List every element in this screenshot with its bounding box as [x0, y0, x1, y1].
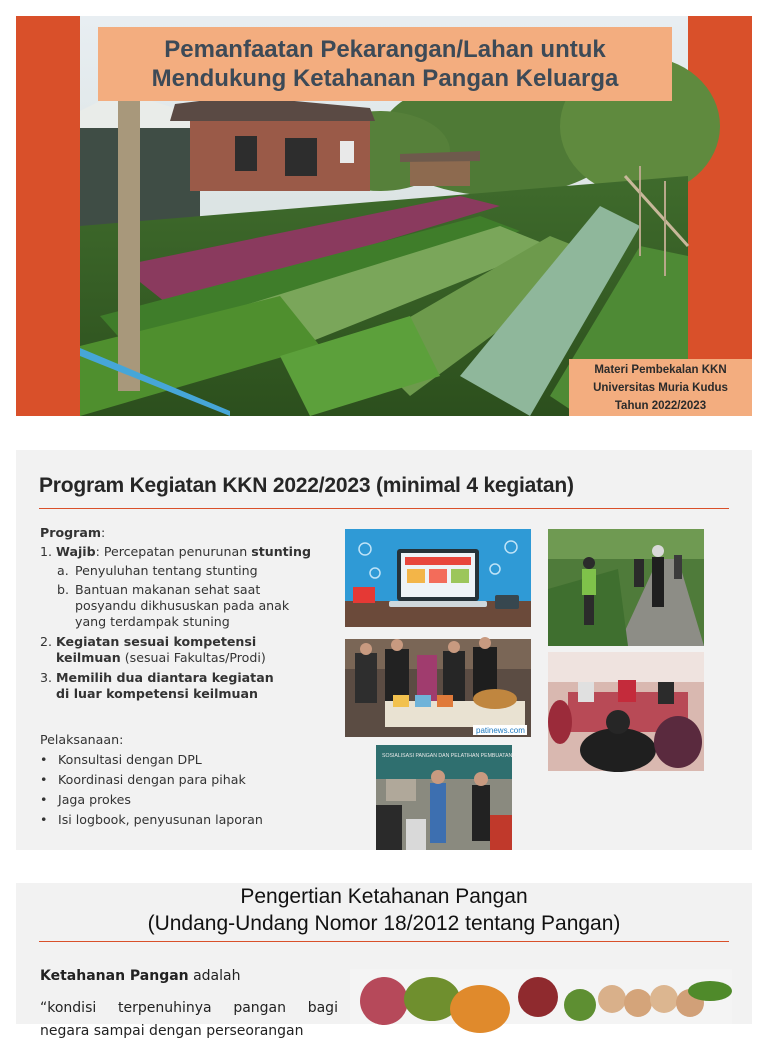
item1-text: : Percepatan penurunan	[95, 544, 252, 559]
badge-line1: Materi Pembekalan KKN	[594, 363, 727, 376]
quote-word: bagi	[307, 1000, 338, 1016]
item2-num: 2.	[40, 634, 53, 649]
item1-bold: stunting	[251, 544, 311, 559]
definition-quote-line2: negara sampai dengan perseorangan	[40, 1023, 304, 1039]
slide-definition	[16, 883, 752, 1039]
item2-bold: Kegiatan sesuai kompetensi keilmuan	[56, 634, 257, 665]
heading-divider	[39, 508, 729, 509]
village-walk-photo	[548, 529, 704, 646]
pelaksanaan-item	[40, 812, 340, 828]
pelaksanaan-item	[40, 792, 340, 808]
bullet-icon: •	[40, 772, 48, 787]
program-label-row	[40, 525, 340, 541]
badge-line3: Tahun 2022/2023	[614, 399, 707, 412]
slide-cover	[16, 16, 752, 416]
program-item-1	[40, 544, 340, 560]
online-shop-illustration	[345, 529, 531, 627]
heading-divider	[39, 941, 729, 942]
definition-quote-line1	[40, 997, 338, 1020]
item3-num: 3.	[40, 670, 53, 685]
definition-term: Ketahanan Pangan	[40, 968, 189, 984]
quote-word: pangan	[233, 1000, 286, 1016]
item1-num: 1.	[40, 544, 53, 559]
program-heading: Program Kegiatan KKN 2022/2023 (minimal 4 kegiatan)	[39, 474, 574, 497]
pelaksanaan-text: Jaga prokes	[58, 792, 131, 807]
pelaksanaan-label: Pelaksanaan:	[40, 732, 124, 747]
program-list	[40, 525, 340, 828]
cooking-training-photo	[548, 652, 704, 771]
pelaksanaan-item	[40, 752, 340, 768]
program-label: Program	[40, 525, 101, 540]
sub-a-num: a.	[57, 563, 69, 578]
pelaksanaan-text: Konsultasi dengan DPL	[58, 752, 202, 767]
pelaksanaan-text: Isi logbook, penyusunan laporan	[58, 812, 263, 827]
definition-adalah: adalah	[188, 968, 241, 984]
bullet-icon: •	[40, 752, 48, 767]
pelaksanaan-item	[40, 772, 340, 788]
definition-heading-line1: Pengertian Ketahanan Pangan	[240, 885, 528, 908]
cover-title	[98, 27, 672, 101]
program-colon: :	[100, 525, 106, 540]
program-subitem-a	[40, 563, 340, 579]
badge-line2: Universitas Muria Kudus	[593, 381, 728, 394]
item3-bold: Memilih dua diantara kegiatan di luar kompetensi keilmuan	[56, 670, 274, 701]
sub-b-num: b.	[57, 582, 69, 597]
slide-program	[16, 450, 752, 850]
item1-text-wrap	[56, 544, 311, 560]
sub-a-text: Penyuluhan tentang stunting	[75, 563, 258, 578]
program-item-2	[40, 634, 290, 666]
socialization-photo	[376, 745, 517, 850]
item1-lead: Wajib	[56, 544, 96, 559]
photo-watermark: patinews.com	[476, 726, 525, 735]
quote-word: “kondisi	[40, 1000, 97, 1016]
quote-word: terpenuhinya	[117, 1000, 212, 1016]
definition-lead	[40, 965, 338, 988]
definition-heading-line2: (Undang-Undang Nomor 18/2012 tentang Pangan)	[147, 912, 621, 935]
definition-text	[40, 965, 338, 1043]
bullet-icon: •	[40, 792, 48, 807]
photo-banner-text: SOSIALISASI PANGAN DAN PELATIHAN PEMBUATAN...	[382, 753, 517, 759]
bullet-icon: •	[40, 812, 48, 827]
item2-text: (sesuai Fakultas/Prodi)	[120, 650, 266, 665]
cover-title-line1: Pemanfaatan Pekarangan/Lahan untuk	[164, 36, 606, 63]
cover-badge	[569, 359, 752, 416]
food-photo	[350, 969, 732, 1024]
sub-b-text: Bantuan makanan sehat saat posyandu dikhususkan pada anak yang terdampak stuning	[75, 582, 290, 629]
item2-text-wrap	[56, 634, 290, 666]
program-subitem-b	[40, 582, 310, 630]
cover-title-line2: Mendukung Ketahanan Pangan Keluarga	[151, 65, 619, 92]
exhibition-photo	[345, 639, 531, 737]
pelaksanaan-text: Koordinasi dengan para pihak	[58, 772, 246, 787]
program-item-3	[40, 670, 290, 702]
definition-heading	[16, 883, 752, 937]
